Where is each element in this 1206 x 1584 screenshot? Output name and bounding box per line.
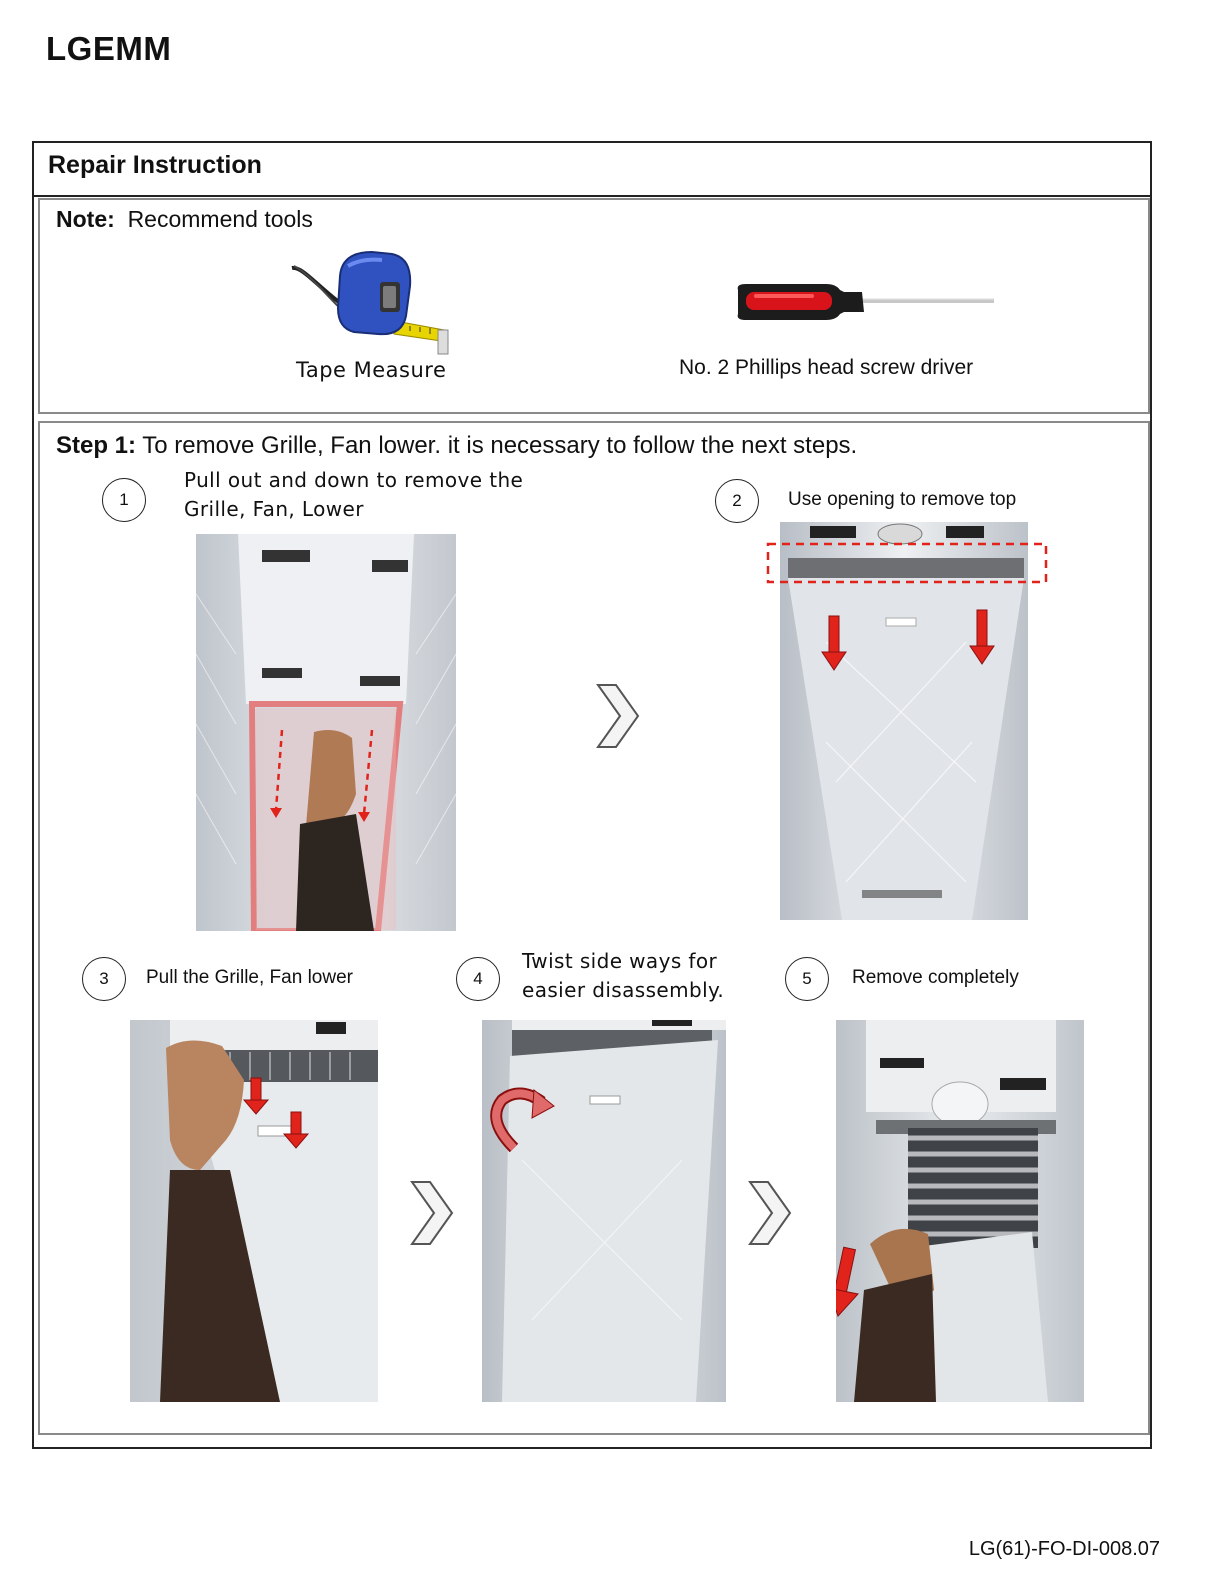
section-divider bbox=[34, 195, 1152, 197]
note-label: Note: bbox=[56, 206, 115, 232]
tape-measure-icon bbox=[282, 246, 462, 356]
brand-logo-text: LGEMM bbox=[46, 30, 172, 67]
step-number-5: 5 bbox=[785, 957, 829, 1001]
photo-step-3 bbox=[130, 1020, 378, 1402]
photo-step-4 bbox=[482, 1020, 726, 1402]
substep-1-caption bbox=[184, 466, 523, 524]
document-code: LG(61)-FO-DI-008.07 bbox=[968, 1538, 1160, 1560]
step-heading bbox=[56, 432, 857, 460]
photo-step-1 bbox=[196, 534, 456, 931]
substep-2-caption: Use opening to remove top bbox=[788, 489, 1017, 510]
substep-5-caption: Remove completely bbox=[852, 967, 1019, 988]
section-title: Repair Instruction bbox=[48, 151, 262, 179]
substep-1-caption-line2: Grille, Fan, Lower bbox=[184, 497, 364, 521]
substep-4-caption bbox=[522, 947, 724, 1005]
substep-1-caption-line1: Pull out and down to remove the bbox=[184, 468, 524, 492]
note-text: Recommend tools bbox=[127, 206, 313, 232]
step-number-4: 4 bbox=[456, 957, 500, 1001]
tool-label-screwdriver: No. 2 Phillips head screw driver bbox=[679, 356, 974, 379]
tool-label-tape-measure: Tape Measure bbox=[296, 358, 447, 382]
step-number-2: 2 bbox=[715, 479, 759, 523]
screwdriver-icon bbox=[734, 280, 996, 324]
photo-step-5 bbox=[836, 1020, 1084, 1402]
photo-step-2 bbox=[766, 522, 1048, 920]
substep-4-caption-line2: easier disassembly. bbox=[522, 978, 725, 1002]
step-label: Step 1: bbox=[56, 432, 137, 459]
step-number-3: 3 bbox=[82, 957, 126, 1001]
next-step-chevron-icon bbox=[746, 1180, 792, 1246]
substep-4-caption-line1: Twist side ways for bbox=[522, 949, 718, 973]
step-text: To remove Grille, Fan lower. it is necessary to follow the next steps. bbox=[142, 432, 858, 459]
note-heading bbox=[56, 206, 313, 233]
next-step-chevron-icon bbox=[594, 683, 640, 749]
step-number-1: 1 bbox=[102, 478, 146, 522]
substep-3-caption: Pull the Grille, Fan lower bbox=[146, 967, 353, 988]
next-step-chevron-icon bbox=[408, 1180, 454, 1246]
